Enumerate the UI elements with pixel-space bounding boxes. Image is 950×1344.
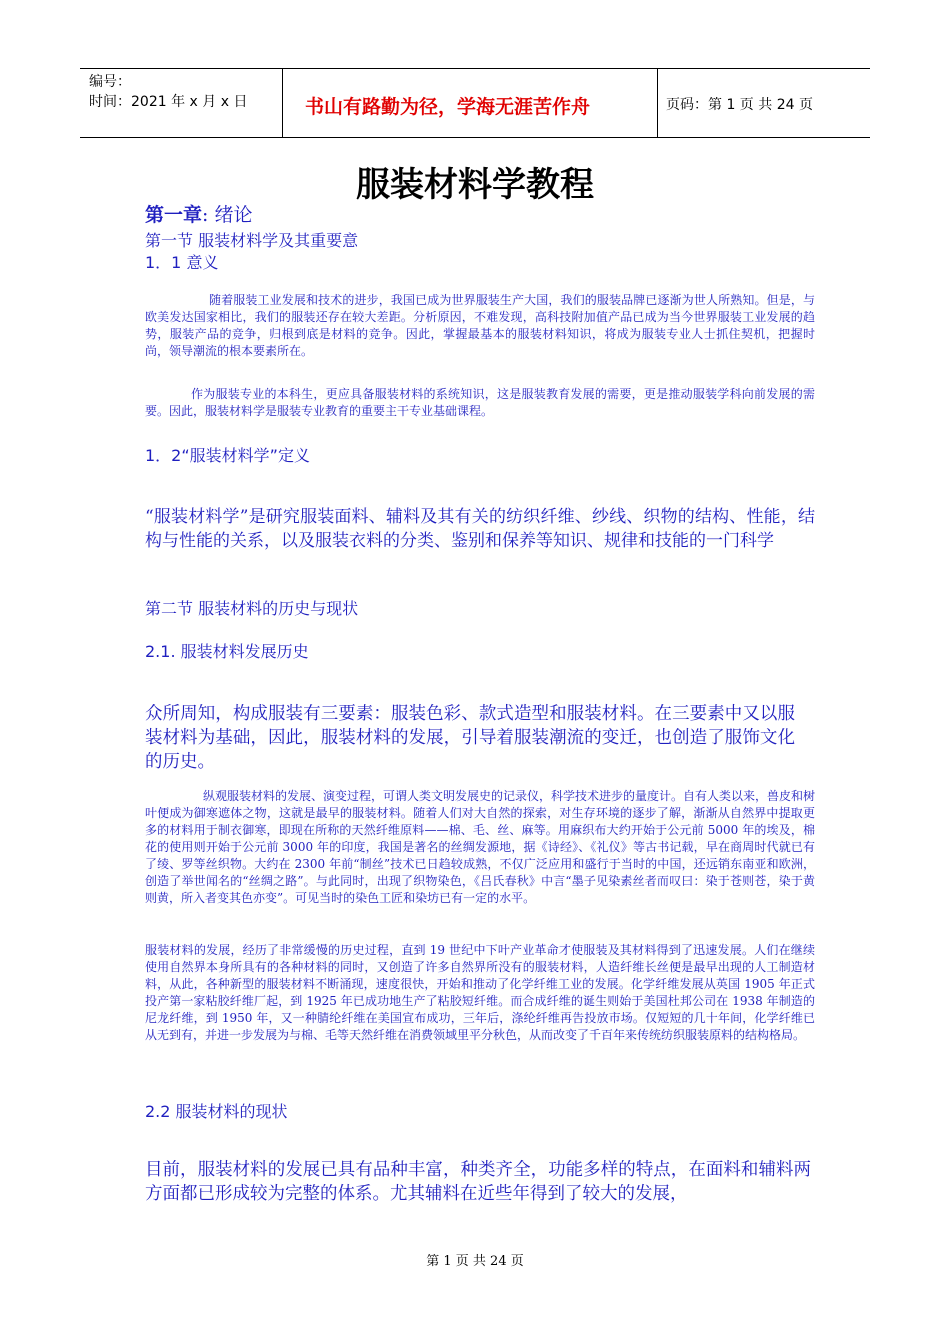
section-2-heading: 第二节 服装材料的历史与现状 [145,599,359,618]
slogan: 书山有路勤为径，学海无涯苦作舟 [305,96,591,118]
paragraph-2: 作为服装专业的本科生，更应具备服装材料的系统知识，这是服装教育发展的需要，更是推动服装学科向前发展的需要。因此，服装材料学是服装专业教育的重要主干专业基础课程。 [145,387,815,418]
header-middle-cell [282,69,658,137]
header-table [80,68,870,138]
page-footer: 第 1 页 共 24 页 [426,1254,524,1269]
document-title: 服装材料学教程 [356,165,594,205]
paragraph-4: 众所周知，构成服装有三要素：服装色彩、款式造型和服装材料。在三要素中又以服装材料为基础，因此，服装材料的发展，引导着服装潮流的变迁，也创造了服饰文化的历史。 [145,704,795,772]
number-label: 编号： [89,74,131,90]
section-1-heading: 第一节 服装材料学及其重要意 [145,231,359,250]
page-info: 页码：第 1 页 共 24 页 [666,97,813,113]
header-left-cell [80,69,280,137]
paragraph-7: 目前，服装材料的发展已具有品种丰富，种类齐全，功能多样的特点，在面料和辅料两方面都已形成较为完整的体系。尤其辅料在近些年得到了较大的发展， [145,1160,811,1204]
paragraph-6: 服装材料的发展，经历了非常缓慢的历史过程，直到 19 世纪中下叶产业革命才使服装及其材料得到了迅速发展。人们在继续使用自然界本身所具有的各种材料的同时，又创造了许多自然界所没有的服装材料，人造纤维长丝便是最早出现的人工制造材料，从此，各种新型的服装材料不断涌现，速度很快，开始和推动了化学纤维工业的发展。化学纤维发展从英国 1905 年正式投产第一家粘胶纤维厂起，到 1925 年已成功地生产了粘胶短纤维。而合成纤维的诞生则始于美国杜邦公司在 1938 年制造的尼龙纤维，到 1950 年，又一种腈纶纤维在美国宣布成功，三年后，涤纶纤维再告投放市场。仅短短的几十年间，化学纤维已从无到有，并进一步发展为与棉、毛等天然纤维在消费领域里平分秋色，从而改变了千百年来传统纺织服装原料的结构格局。 [145,943,815,1042]
paragraph-1: 随着服装工业发展和技术的进步，我国已成为世界服装生产大国，我们的服装品牌已逐渐为世人所熟知。但是，与欧美发达国家相比，我们的服装还存在较大差距。分析原因，不难发现，高科技附加值产品已成为当今世界服装工业发展的趋势，服装产品的竞争，归根到底是材料的竞争。因此，掌握最基本的服装材料知识，将成为服装专业人士抓住契机，把握时尚，领导潮流的根本要素所在。 [145,293,815,358]
paragraph-5: 纵观服装材料的发展、演变过程，可谓人类文明发展史的记录仪，科学技术进步的量度计。自有人类以来，兽皮和树叶便成为御寒遮体之物，这就是最早的服装材料。随着人们对大自然的探索，对生存环境的逐步了解，渐渐从自然界中提取更多的材料用于制衣御寒，即现在所称的天然纤维原料——棉、毛、丝、麻等。用麻织布大约开始于公元前 5000 年的埃及，棉花的使用则开始于公元前 3000 年的印度，我国是著名的丝绸发源地，据《诗经》、《礼仪》等古书记载，早在商周时代就已有了绫、罗等丝织物。大约在 2300 年前“制丝”技术已日趋较成熟，不仅广泛应用和盛行于当时的中国，还远销东南亚和欧洲，创造了举世闻名的“丝绸之路”。与此同时，出现了织物染色，《吕氏春秋》中言“墨子见染素丝者而叹曰：染于苍则苍，染于黄则黄，所入者变其色亦变”。可见当时的染色工匠和染坊已有一定的水平。 [145,789,816,905]
header-right-cell [658,69,870,137]
chapter-heading [145,200,252,227]
subsection-2-2: 2.2 服装材料的现状 [145,1102,288,1121]
chapter-title: : 绪论 [202,204,253,226]
subsection-2-1: 2.1. 服装材料发展历史 [145,642,309,661]
chapter-number: 第一章 [145,204,203,226]
subsection-1-1: 1．1 意义 [145,253,219,272]
time-label: 时间：2021 年 x 月 x 日 [89,94,248,110]
paragraph-3: “服装材料学”是研究服装面料、辅料及其有关的纺织纤维、纱线、织物的结构、性能，结构与性能的关系，以及服装衣料的分类、鉴别和保养等知识、规律和技能的一门科学 [145,507,815,551]
subsection-1-2: 1．2“服装材料学”定义 [145,446,310,465]
